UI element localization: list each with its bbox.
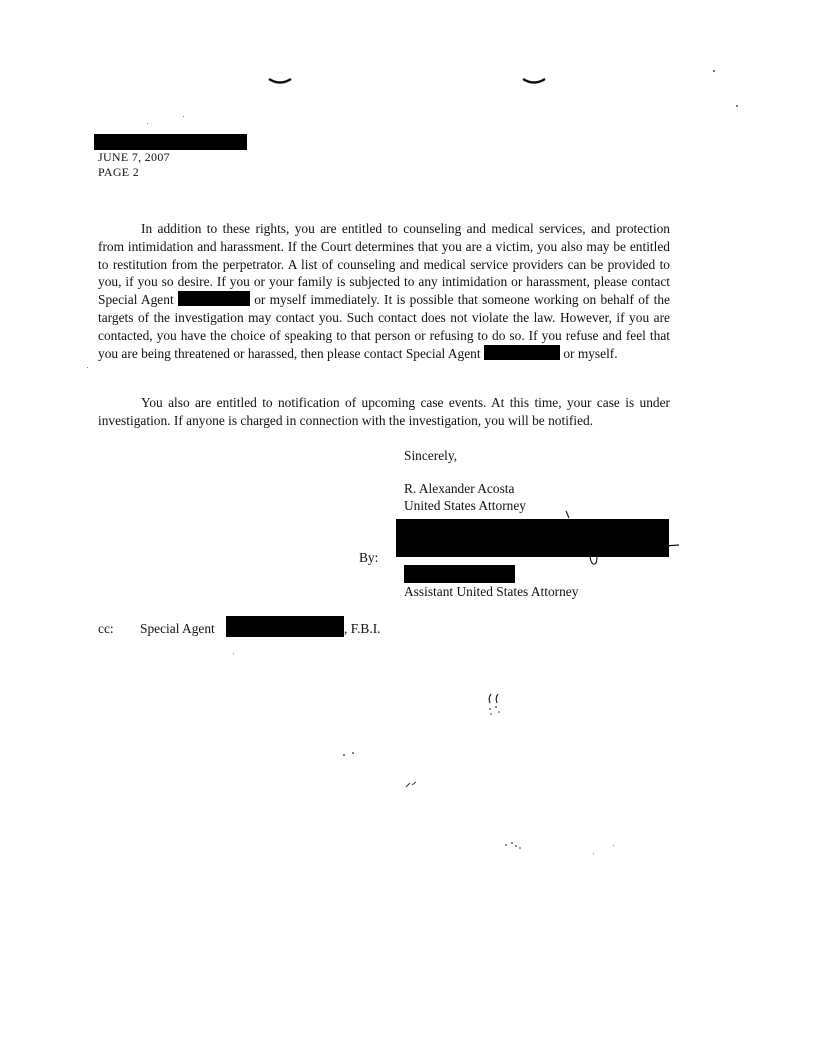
signature-stroke (664, 540, 680, 550)
closing-salutation: Sincerely, (404, 448, 458, 463)
redacted-cc-agent-name (226, 616, 344, 637)
signer-title: United States Attorney (404, 498, 526, 513)
letter-date: JUNE 7, 2007 (98, 150, 170, 164)
rights-paragraph (98, 220, 670, 362)
scan-speck (593, 853, 594, 854)
rights-paragraph-text-3: or myself. (563, 345, 618, 361)
cc-recipient-prefix: Special Agent (140, 621, 215, 636)
scan-speck (87, 367, 88, 368)
scan-mark-left (268, 76, 292, 86)
scan-speck (613, 845, 614, 846)
cc-recipient-suffix: , F.B.I. (344, 621, 381, 636)
signer-name: R. Alexander Acosta (404, 481, 515, 496)
scan-speck (343, 754, 345, 756)
redacted-signature (396, 519, 669, 557)
scan-speck (713, 70, 715, 72)
scan-mark-right (522, 76, 546, 86)
scan-speck (183, 116, 184, 117)
scan-speck (736, 105, 738, 107)
notification-paragraph (98, 394, 670, 430)
page-number: PAGE 2 (98, 165, 140, 179)
redacted-special-agent-name-2 (484, 345, 560, 360)
redacted-special-agent-name (178, 291, 250, 306)
scan-speck (147, 123, 148, 124)
notification-paragraph-text: You also are entitled to notification of upcoming case events. At this time, your case is under investigation. If anyone is charged in connection with the investigation, you will be notified. (98, 395, 670, 428)
scan-noise (405, 780, 419, 788)
assistant-title: Assistant United States Attorney (404, 584, 579, 599)
rights-paragraph-text-2: or myself immediately. It is possible that someone working on behalf of the targets of the investigation may contact you. Such contact does not violate the law. However, if you are contacted, you have the choice of speaking to that person or refusing to do so. If you refuse and feel that you are being threatened or harassed, then please contact Special Agent (98, 292, 670, 361)
signature-stroke (588, 555, 600, 567)
by-label: By: (359, 550, 379, 565)
signature-stroke (564, 510, 572, 520)
scan-speck (352, 752, 354, 754)
scan-noise (503, 840, 523, 850)
redacted-recipient-name (94, 134, 247, 150)
scan-speck (233, 653, 234, 654)
redacted-assistant-name (404, 565, 515, 583)
rights-paragraph-text-1: In addition to these rights, you are entitled to counseling and medical services, and protection from intimidation and harassment. If the Court determines that you are a victim, you also may be entitled to restitution from the perpetrator. A list of counseling and medical service providers can be provided to you, if you so desire. If you or your family is subjected to any intimidation or harassment, please contact Special Agent (98, 221, 670, 308)
cc-label: cc: (98, 621, 114, 636)
scan-noise (486, 692, 504, 716)
